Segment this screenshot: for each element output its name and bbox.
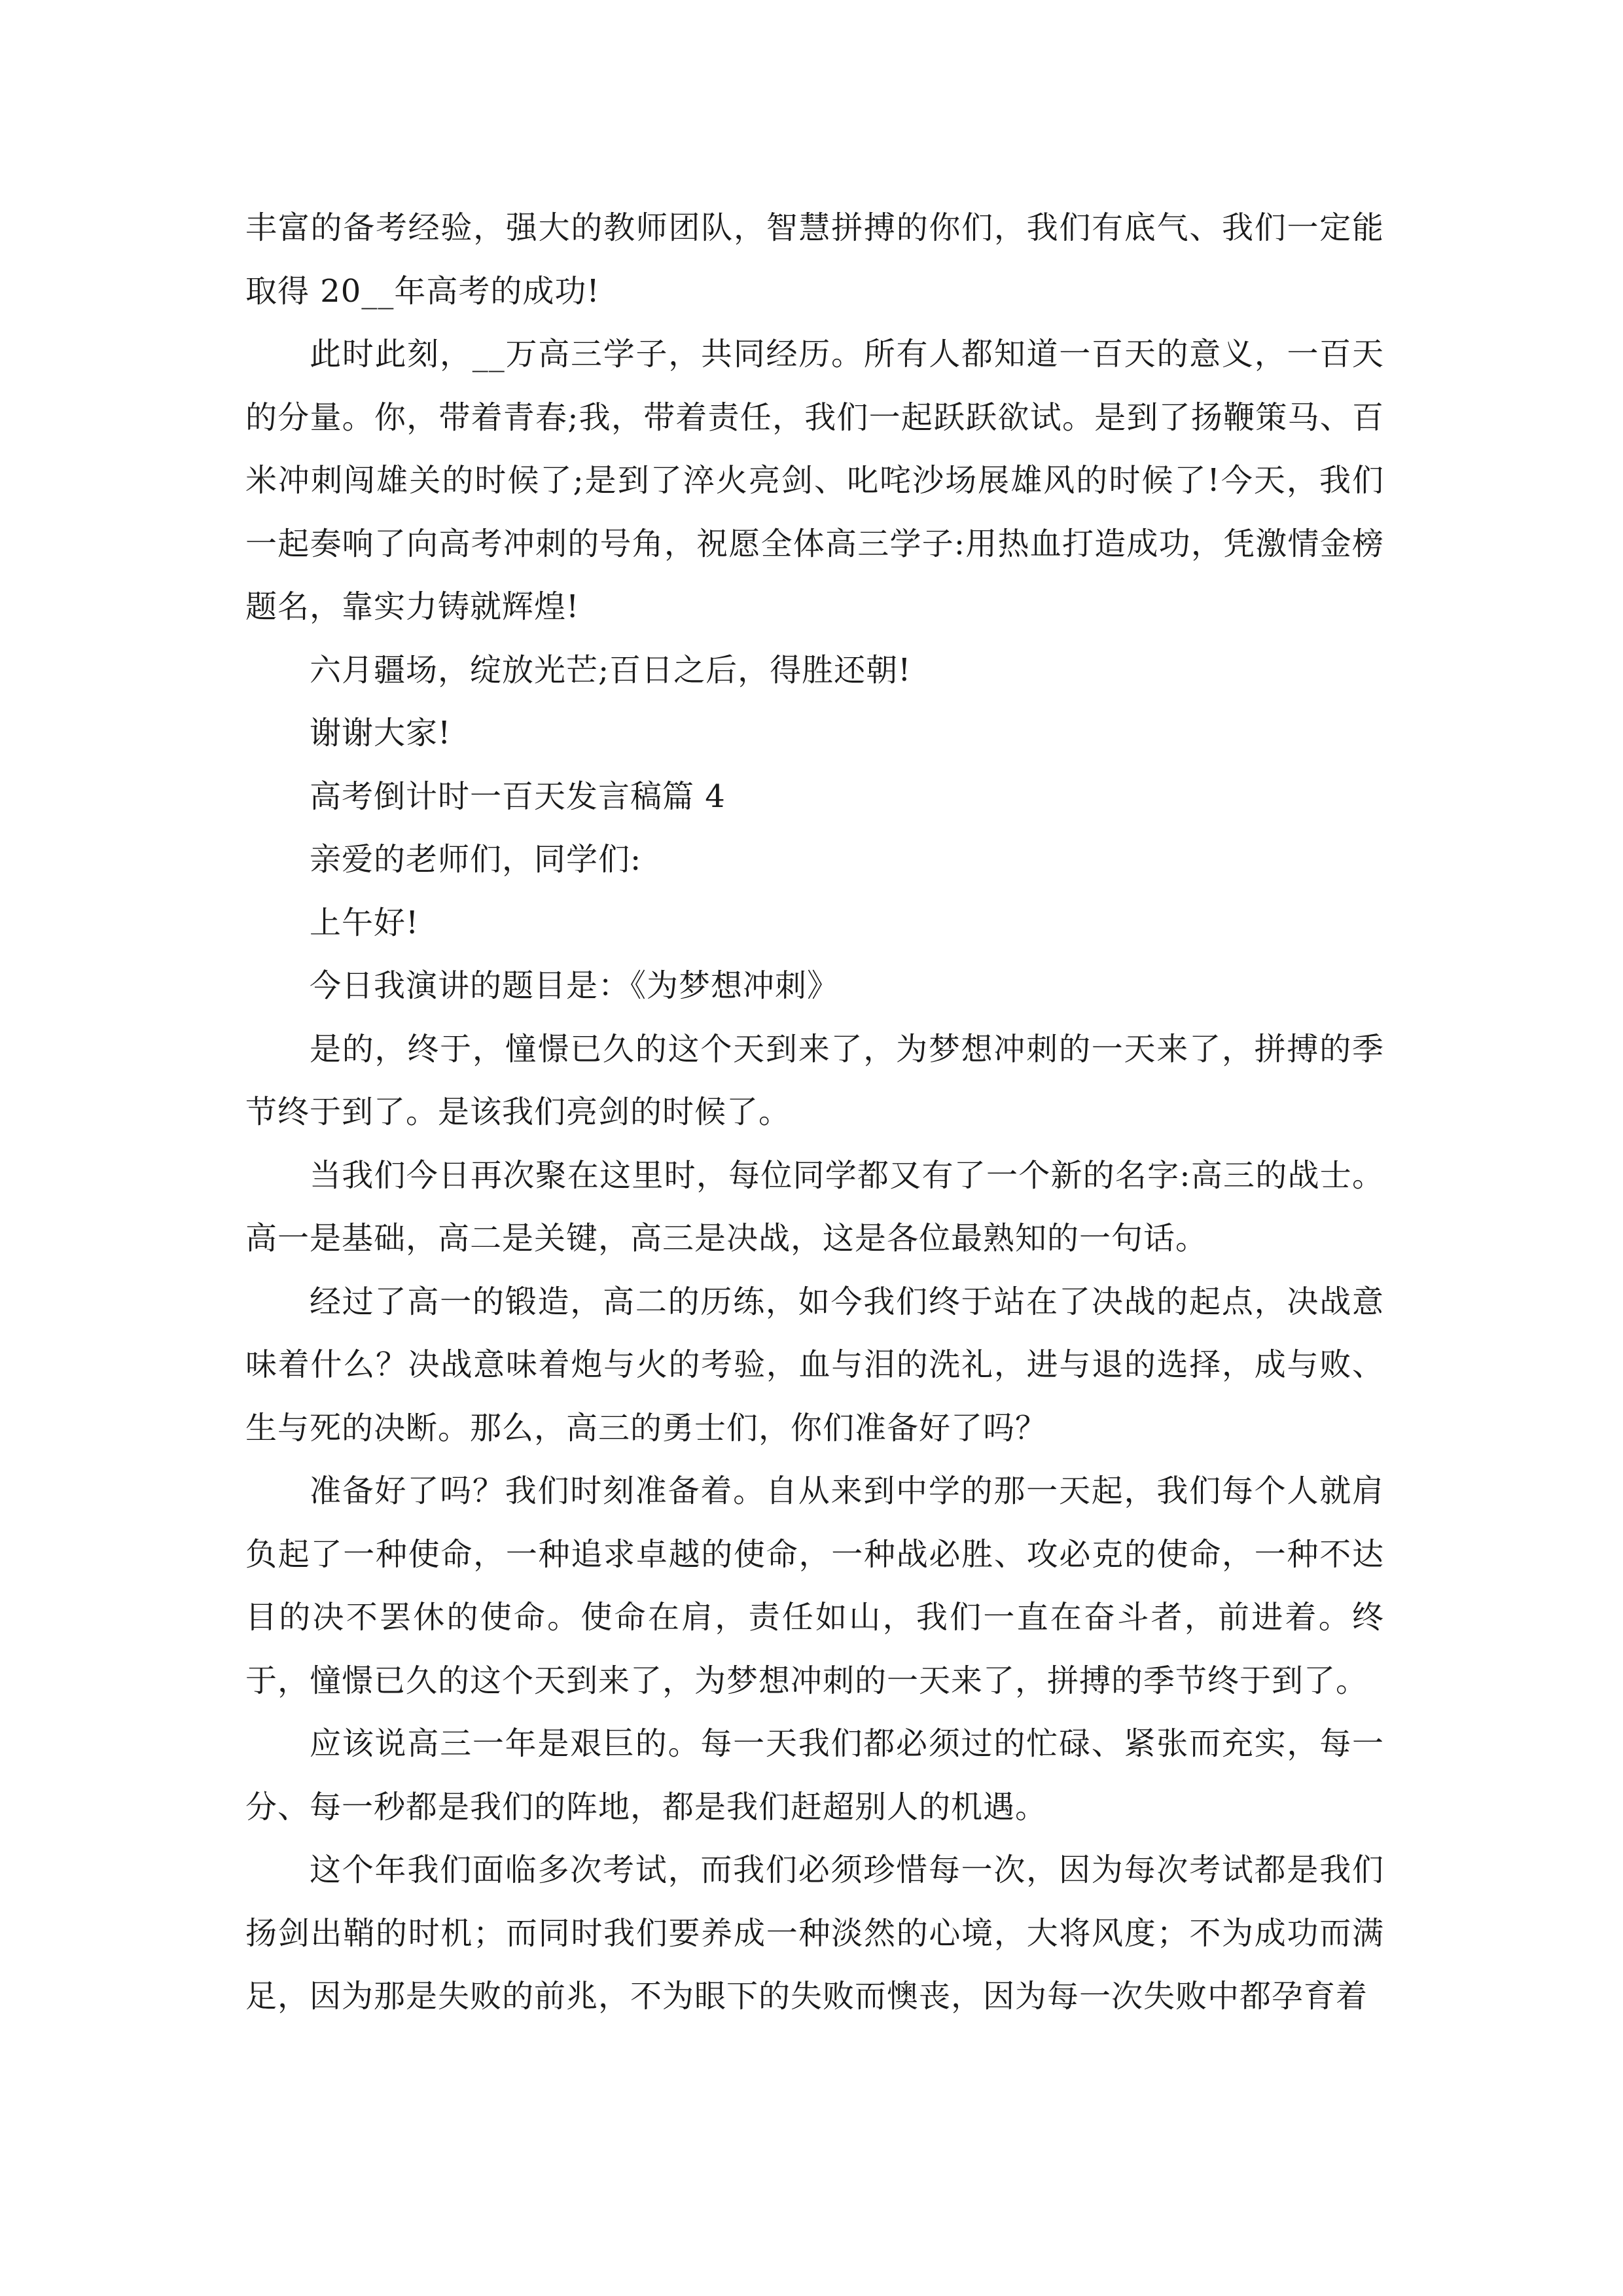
paragraph-12: 准备好了吗？我们时刻准备着。自从来到中学的那一天起，我们每个人就肩负起了一种使命，一种追求卓越的使命，一种战必胜、攻必克的使命，一种不达目的决不罢休的使命。使命在肩，责任如山，我们一直在奋斗者，前进着。终于，憧憬已久的这个天到来了，为梦想冲刺的一天来了，拼搏的季节终于到了。 (245, 1473, 1384, 1699)
document-body (245, 196, 1384, 2028)
paragraph-2: 此时此刻，__万高三学子，共同经历。所有人都知道一百天的意义，一百天的分量。你，带着青春;我，带着责任，我们一起跃跃欲试。是到了扬鞭策马、百米冲刺闯雄关的时候了;是到了淬火亮剑、叱咤沙场展雄风的时候了!今天，我们一起奏响了向高考冲刺的号角，祝愿全体高三学子:用热血打造成功，凭激情金榜题名，靠实力铸就辉煌! (245, 336, 1384, 625)
paragraph-4: 谢谢大家! (310, 715, 452, 751)
salutation: 亲爱的老师们，同学们: (310, 841, 642, 878)
speech-title: 今日我演讲的题目是：《为梦想冲刺》 (310, 967, 840, 1004)
paragraph-1: 丰富的备考经验，强大的教师团队，智慧拼搏的你们，我们有底气、我们一定能取得 20__年高考的成功! (245, 209, 1384, 310)
paragraph-14: 这个年我们面临多次考试，而我们必须珍惜每一次，因为每次考试都是我们扬剑出鞘的时机；而同时我们要养成一种淡然的心境，大将风度；不为成功而满足，因为那是失败的前兆，不为眼下的失败而懊丧，因为每一次失败中都孕育着 (245, 1852, 1384, 2015)
paragraph-11: 经过了高一的锻造，高二的历练，如今我们终于站在了决战的起点，决战意味着什么？决战意味着炮与火的考验，血与泪的洗礼，进与退的选择，成与败、生与死的决断。那么，高三的勇士们，你们准备好了吗？ (245, 1283, 1384, 1446)
paragraph-3: 六月疆场，绽放光芒;百日之后，得胜还朝! (310, 651, 912, 689)
paragraph-13: 应该说高三一年是艰巨的。每一天我们都必须过的忙碌、紧张而充实，每一分、每一秒都是我们的阵地，都是我们赶超别人的机遇。 (245, 1725, 1384, 1825)
greeting: 上午好! (310, 904, 419, 941)
paragraph-9: 是的，终于，憧憬已久的这个天到来了，为梦想冲刺的一天来了，拼搏的季节终于到了。是该我们亮剑的时候了。 (245, 1030, 1384, 1130)
section-heading: 高考倒计时一百天发言稿篇 4 (310, 778, 726, 815)
paragraph-10: 当我们今日再次聚在这里时，每位同学都又有了一个新的名字:高三的战士。高一是基础，高二是关键，高三是决战，这是各位最熟知的一句话。 (245, 1157, 1384, 1257)
